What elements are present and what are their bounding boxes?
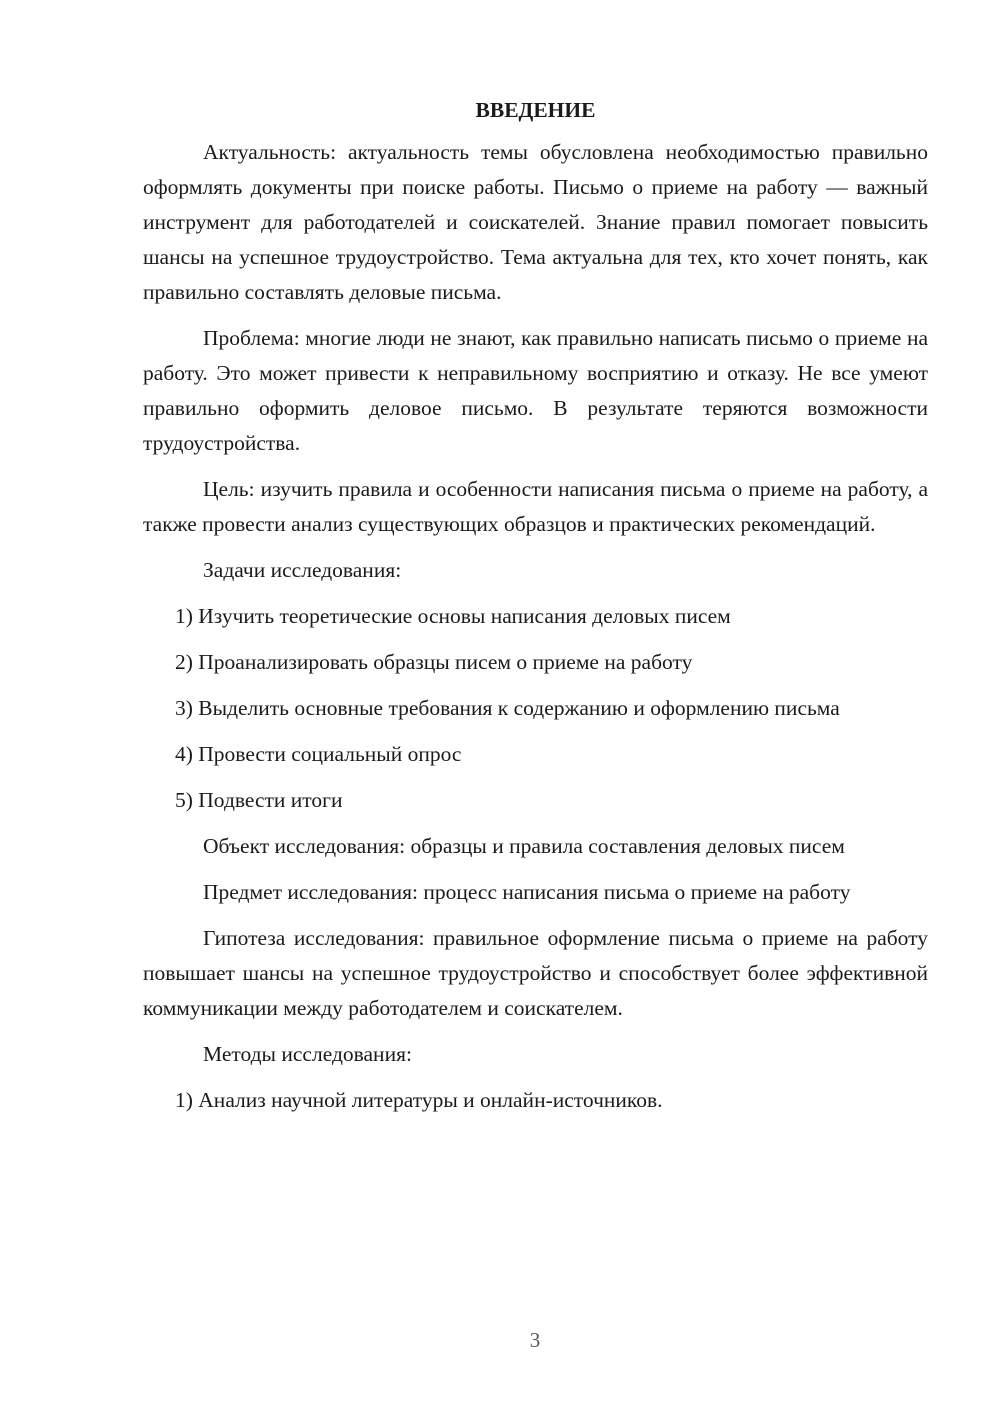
tasks-title: Задачи исследования: <box>203 558 402 582</box>
page-title: ВВЕДЕНИЕ <box>475 98 596 122</box>
object-paragraph: Объект исследования: образцы и правила составления деловых писем <box>203 834 845 858</box>
relevance-paragraph: Актуальность: актуальность темы обусловлена необходимостью правильно оформлять документы при поиске работы. Письмо о приеме на работу — важный инструмент для работодателей и соискателей. Знание правил помогает повысить шансы на успешное трудоустройство. Тема актуальна для тех, кто хочет понять, как правильно составлять деловые письма. <box>143 140 928 304</box>
tasks-list <box>143 599 928 818</box>
subject-paragraph: Предмет исследования: процесс написания письма о приеме на работу <box>203 880 851 904</box>
methods-title: Методы исследования: <box>203 1042 412 1066</box>
list-item: 5) Подвести итоги <box>175 788 343 812</box>
page-number: 3 <box>529 1328 541 1352</box>
problem-paragraph: Проблема: многие люди не знают, как правильно написать письмо о приеме на работу. Это может привести к неправильному восприятию и отказу. Не все умеют правильно оформить деловое письмо. В результате теряются возможности трудоустройства. <box>143 326 928 455</box>
list-item: 1) Изучить теоретические основы написания деловых писем <box>175 604 731 628</box>
list-item: 3) Выделить основные требования к содержанию и оформлению письма <box>175 696 840 720</box>
hypothesis-paragraph: Гипотеза исследования: правильное оформление письма о приеме на работу повышает шансы на успешное трудоустройство и способствует более эффективной коммуникации между работодателем и соискателем. <box>143 926 928 1020</box>
list-item: 2) Проанализировать образцы писем о приеме на работу <box>175 650 693 674</box>
list-item: 4) Провести социальный опрос <box>175 742 462 766</box>
list-item: 1) Анализ научной литературы и онлайн-источников. <box>175 1088 663 1112</box>
goal-paragraph: Цель: изучить правила и особенности написания письма о приеме на работу, а также провести анализ существующих образцов и практических рекомендаций. <box>143 477 928 536</box>
methods-list <box>143 1083 928 1118</box>
page-content <box>143 95 928 1129</box>
